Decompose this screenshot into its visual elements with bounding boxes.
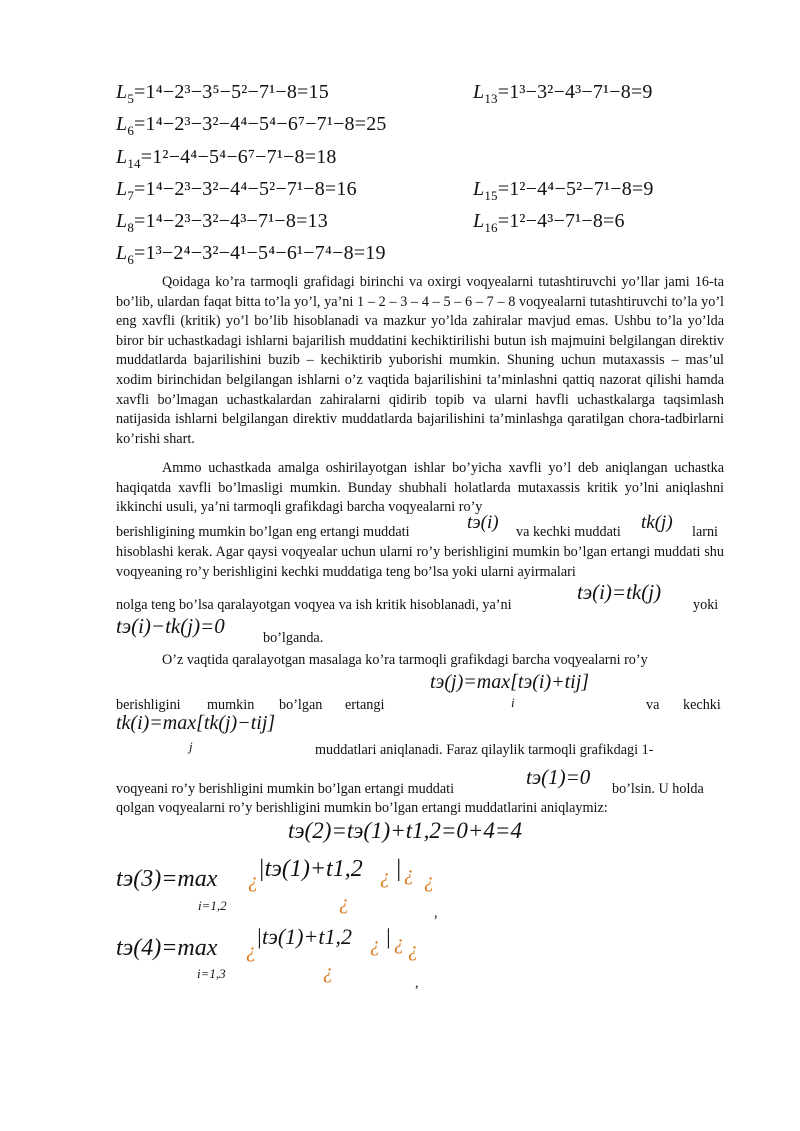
formula-early-max: tэ(j)=max[tэ(i)+tij]	[430, 671, 590, 693]
formula-te-4-comma: ,	[415, 975, 419, 991]
paragraph-3-line-1: O’z vaqtida qaralayotgan masalaga ko’ra tarmoqli grafikdagi barcha voqyealarni ro’y	[162, 652, 648, 668]
paragraph-3-word-5: va	[646, 697, 660, 713]
paragraph-3-word-1: berishligini	[116, 697, 181, 713]
formula-l6-first: $L_6=1^4-2^3-3^2-4^4-5^4-6^7-7^1-8=25$	[116, 113, 387, 138]
formula-te-3-comma: ,	[434, 905, 438, 921]
paragraph-2-lines-1-3: Ammo uchastkada amalga oshirilayotgan ishlar bo’yicha xavfli yo’l deb aniqlangan uchastka haqiqatda xavfli bo’lmasligi mumkin. Bunday shubhali holatlarda mutaxassis kritik yo’lni aniqlashni ikkinchi usuli, ya’ni tarmoqli grafikdagi barcha voqyealarni ro’y	[116, 460, 724, 516]
formula-te-2: tэ(2)=tэ(1)+t1,2=0+4=4	[288, 818, 522, 843]
paragraph-2-line-8-a: nolga teng bo’lsa qaralayotgan voqyea va ish kritik hisoblanadi, ya’ni	[116, 597, 512, 613]
formula-te-minus-tk: tэ(i)−tk(j)=0	[116, 614, 225, 638]
formula-l6-second: $L_6=1^3-2^4-3^2-4^1-5^4-6^1-7^4-8=19$	[116, 242, 386, 267]
paragraph-3-line-4-a: voqyeani ro’y berishligini mumkin bo’lgan ertangi muddati	[116, 781, 455, 797]
paragraph-3-word-2: mumkin	[207, 697, 255, 713]
formula-te-3-bar: |	[395, 856, 402, 882]
paragraph-critical-path	[116, 273, 724, 449]
formula-te-4-invq-4: ¿	[408, 939, 418, 961]
paragraph-second-method	[116, 459, 724, 518]
formula-te-4: tэ(4)=max	[116, 935, 218, 961]
formula-te-1: tэ(1)=0	[526, 765, 591, 789]
paragraph-2-line-8-b: yoki	[693, 597, 719, 613]
formula-l14: $L_{14}=1^2-4^4-5^4-6^7-7^1-8=18$	[116, 146, 337, 171]
formula-l5: $L_5=1^4-2^3-3^5-5^2-7^1-8=15$	[116, 81, 329, 106]
formula-l13: $L_{13}=1^3-3^2-4^3-7^1-8=9$	[473, 81, 653, 106]
paragraph-3-line-1-wrap	[116, 651, 724, 671]
formula-te-i: tэ(i)	[467, 512, 499, 533]
formula-te-3-invq-5: ¿	[339, 892, 349, 914]
paragraph-2-lines-5-7: hisoblashi kerak. Agar qaysi voqyealar uchun ularni ro’y berishligini mumkin bo’lgan ertangi muddati shu voqyeaning ro’y berishligini kechki muddatiga teng bo’lsa yoki ularni ayirmalari	[116, 544, 724, 580]
formula-te-4-index: i=1,3	[197, 966, 226, 981]
paragraph-2-line-4-c: larni	[692, 524, 718, 540]
formula-l16: $L_{16}=1^2-4^3-7^1-8=6$	[473, 210, 625, 235]
paragraph-2-line-4-b: va kechki muddati	[516, 524, 621, 540]
formula-te-4-body: |tэ(1)+t1,2	[256, 924, 352, 949]
formula-te-3-invq-4: ¿	[424, 870, 434, 892]
formula-l7: $L_7=1^4-2^3-3^2-4^4-5^2-7^1-8=16$	[116, 178, 357, 203]
formula-te-3-invq-1: ¿	[248, 870, 258, 892]
formula-late-max-index: j	[189, 739, 193, 754]
paragraph-2-line-4-a: berishligining mumkin bo’lgan eng ertangi muddati	[116, 524, 410, 540]
formula-te-4-bar: |	[385, 924, 392, 949]
paragraph-3-word-4: ertangi	[345, 697, 385, 713]
paragraph-2-lines-5-7-wrap	[116, 543, 724, 582]
paragraph-3-word-6: kechki	[683, 697, 721, 713]
formula-te-3-invq-2: ¿	[380, 866, 390, 888]
paragraph-3-line-4-b: bo’lsin. U holda	[612, 781, 704, 797]
formula-early-max-index: i	[511, 695, 515, 710]
formula-te-3-invq-3: ¿	[404, 863, 414, 885]
formula-te-3-body: |tэ(1)+t1,2	[258, 856, 363, 882]
formula-te-equals-tk: tэ(i)=tk(j)	[577, 580, 662, 604]
formula-l15: $L_{15}=1^2-4^4-5^2-7^1-8=9$	[473, 178, 654, 203]
formula-te-4-invq-1: ¿	[246, 940, 256, 962]
formula-te-4-invq-5: ¿	[323, 961, 333, 983]
paragraph-2-line-9: bo’lganda.	[263, 630, 324, 646]
formula-tk-j: tk(j)	[641, 512, 673, 533]
formula-te-4-invq-2: ¿	[370, 934, 380, 956]
paragraph-3-line-3: muddatlari aniqlanadi. Faraz qilaylik tarmoqli grafikdagi 1-	[315, 742, 654, 758]
paragraph-3-line-5: qolgan voqyealarni ro’y berishligini mumkin bo’lgan ertangi muddatlarini aniqlaymiz:	[116, 800, 608, 816]
formula-l8: $L_8=1^4-2^3-3^2-4^3-7^1-8=13$	[116, 210, 328, 235]
formula-te-4-invq-3: ¿	[394, 932, 404, 954]
paragraph-1-text: Qoidaga ko’ra tarmoqli grafidagi birinchi va oxirgi voqyealarni tutashtiruvchi yo’llar jami 16-ta bo’lib, ulardan faqat bitta to’la yo’l, ya’ni 1 – 2 – 3 – 4 – 5 – 6 – 7 – 8 voqyealarni tutashtiruvchi to’la yo’l eng xavfli (kritik) yo’l bo’lib hisoblanadi va mazkur yo’lda zahiralar mavjud emas. Ushbu to’la yo’lda biror bir uchastkadagi ishlarni bajarilish muddatini kechiktirilishi butun ish majmuini belgilangan direktiv muddatlarda bajarilishini buzib – kechiktirib yuborishi mumkin. Shuning uchun mutaxassis – mas’ul xodim birinchidan belgilangan ishlarni o’z vaqtida bajarilishini ta’minlashni qattiq nazorat qilishi hamda xavfli bo’lmagan uchastkalardan zahiralarni qidirib topib va ularni havfli uchastkalarga taqsimlash natijasida ishlarni belgilangan direktiv muddatlarda bajarilishini ta’minlashga qaratilgan chora-tadbirlarni ko’rishi shart.	[116, 274, 724, 447]
formula-te-3-index: i=1,2	[198, 898, 227, 913]
formula-te-3: tэ(3)=max	[116, 866, 218, 892]
formula-late-max: tk(i)=max[tk(j)−tij]	[116, 712, 276, 734]
paragraph-3-word-3: bo’lgan	[279, 697, 323, 713]
